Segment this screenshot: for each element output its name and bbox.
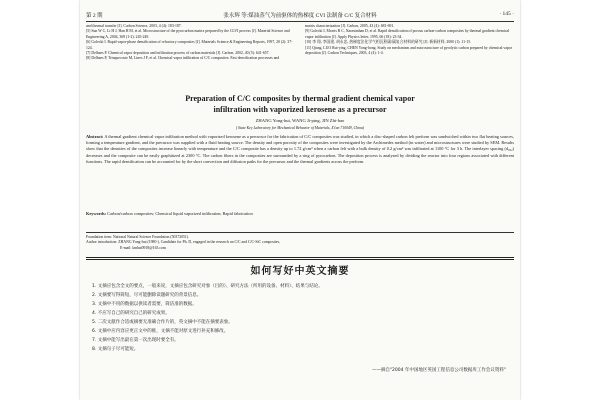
paper-authors: ZHANG Yong-hui, WANG Ji-ping, JIN Zhi-hao: [255, 118, 345, 123]
divider: [86, 257, 514, 258]
notice-source: ——摘自"2004 年中国地区英国工程信息公司数据库工作会议资料": [371, 368, 506, 373]
divider: [86, 259, 514, 260]
reference-item: [9] Golecki I, Morris R C, Narasimhan D, et al. Rapid densification of porous carbon-carbon composites by thermal gradient chemical vapor infiltration [J]. Apply Physics letter, 1995, 66 (18): 23-34.: [305, 29, 510, 39]
notice-title: 如何写好中英文摘要: [250, 266, 350, 277]
paper-title-line-1: Preparation of C/C composites by thermal gradient chemical vapor: [185, 94, 415, 103]
running-header: [86, 10, 514, 22]
references-section: [86, 24, 514, 92]
reference-item: [11] Qiang, LUO Rui-ying, CHEN Yong-hong. Study on mechanism and microstructure of pyrolytic carbon prepared by chemical vapor deposition [J]. Carbon Techniques, 2003, 4 (4): 1-4.: [305, 45, 513, 56]
notice-item: 2. 文摘要写得简短，尽可能删除读题研究的背景信息。: [92, 293, 202, 298]
reference-item: [10] 李 翔, 李国建, 胡永忠, 热梯度法化学气相沉积碳/碳复合材料的研究 [J]. 新新材料, 2000 (1): 11-15.: [305, 40, 472, 45]
reference-item: [7] Delhaes P. Chemical vapor deposition and infiltration process of carbon materials [J]. Carbon, 2002, 40 (5): 641-657.: [86, 51, 270, 56]
abstract: [86, 134, 514, 165]
notice-item: 7. 文摘中能写出最在第一次出现时要全有。: [92, 338, 179, 343]
notice-item: 6. 文摘中应内容应更正文中的推，文摘不能对原文进行补充和修改。: [92, 329, 229, 334]
reference-item: [8] Delhaes P, Trinquecoste M, Lines J F, et al. Chemical vapor infiltration of C/C composites: Fast densification processes and: [86, 56, 280, 61]
keywords-text: Carbon/carbon composites; Chemical liquid vaporized infiltration; Rapid fabrication: [107, 211, 253, 216]
author-email: E-mail: lanhai0918@163.com: [120, 245, 166, 250]
foundation-item: Foundation item: National Natural Science Foundation (50372051).: [86, 235, 190, 239]
notice-item: 3. 文摘中不用的数据以供读者需要，简洁准的数据。: [92, 302, 197, 307]
page-number: · 145 ·: [499, 11, 514, 17]
paper-title-line-2: infiltration with vaporized kerosene as a precursor: [213, 105, 387, 114]
references-right-column: [305, 24, 514, 92]
keywords: [86, 211, 514, 217]
running-title: 张永辉 等:煤油蒸气为前驱体的热梯度 CVI 法制备 C/C 复合材料: [223, 13, 377, 19]
abstract-text: A thermal gradient chemical vapor infiltration method with vaporized kerosene as a precursor for the fabrication of C/C composites was studied, in which a disc-shaped carbon felt preform was sandwiched within two flat heating sources, forming a temperature gradient, and the precursor was supplied with a fluid heating source. The density and open porosity of the composites were investigated by the Archimedes method (in water) and microstructures were studied by SEM. Results show that the densities of the composites increase linearly with temperature and the C/C composite has a density up to 1.72 g/cm³ when a carbon felt with a bulk density of 0.2 g/cm³ was infiltrated at 1100 °C for 3 h. The interlayer spacing (d₀₀₂) decreases and the composite can be easily graphitized at 2300 °C. The carbon fibers in the composites are surrounded by a ring of pyrocarbon. The deposition process is analyzed by dividing the reactor into four regions associated with different functions. The rapid densification can be accounted for by the short convection and diffusion paths for the precursor and the thermal gradients across the preform.: [86, 134, 514, 164]
notice-item: 5. 二次文献作合适或摘要无准确合作片的，英文摘中不能在摘要表象。: [92, 320, 233, 325]
issue-number: 第 2 期: [86, 13, 103, 19]
notice-list: [92, 282, 508, 354]
reference-item: matrix characterization [J]. Carbon, 2005, 43 (4): 681-691.: [305, 24, 395, 28]
reference-item: and thermal transfer [J]. Carbon Science, 2003, 4 (4): 183-187.: [86, 24, 182, 28]
abstract-label: Abstract:: [86, 134, 104, 139]
journal-page: [80, 0, 520, 400]
notice-item: 4. 不应写自己的研究自己的研究成果。: [92, 311, 170, 316]
author-introduction: Author introduction: ZHANG Yong-hui (1980-), Candidate for Ph. D, engaged in the research on C/C and C/C-SiC composites,: [86, 240, 281, 245]
notice-item: 8. 文摘句子尽可能短。: [92, 347, 139, 352]
reference-item: [5] Sun W C, Li H J, Han H M, et al. Microstructure of the pyrocarbon matrix prepared by the CLVI process [J]. Material Science and Engineering A, 2004, 369 (1-2): 245-249.: [86, 29, 290, 39]
keywords-label: Keywords:: [86, 211, 107, 216]
paper-title: [80, 93, 520, 115]
references-left-column: [86, 24, 295, 92]
funding-footnote: [86, 232, 514, 251]
paper-affiliation: ( State Key Laboratory for Mechanical Behavior of Materials, Xi'an 710049, China): [235, 126, 365, 130]
reference-item: [6] Golecki I. Rapid vapor-phase densification of refractory composites [J]. Materials Science & Engineering Reports, 1997, 20 (2): 37-124.: [86, 40, 293, 50]
notice-item: 1. 文摘应包含全文的要点，一般来说，文摘应包含研究对象（目的）、研究方法（所用的设备、材料）、结果与结论。: [92, 284, 323, 289]
